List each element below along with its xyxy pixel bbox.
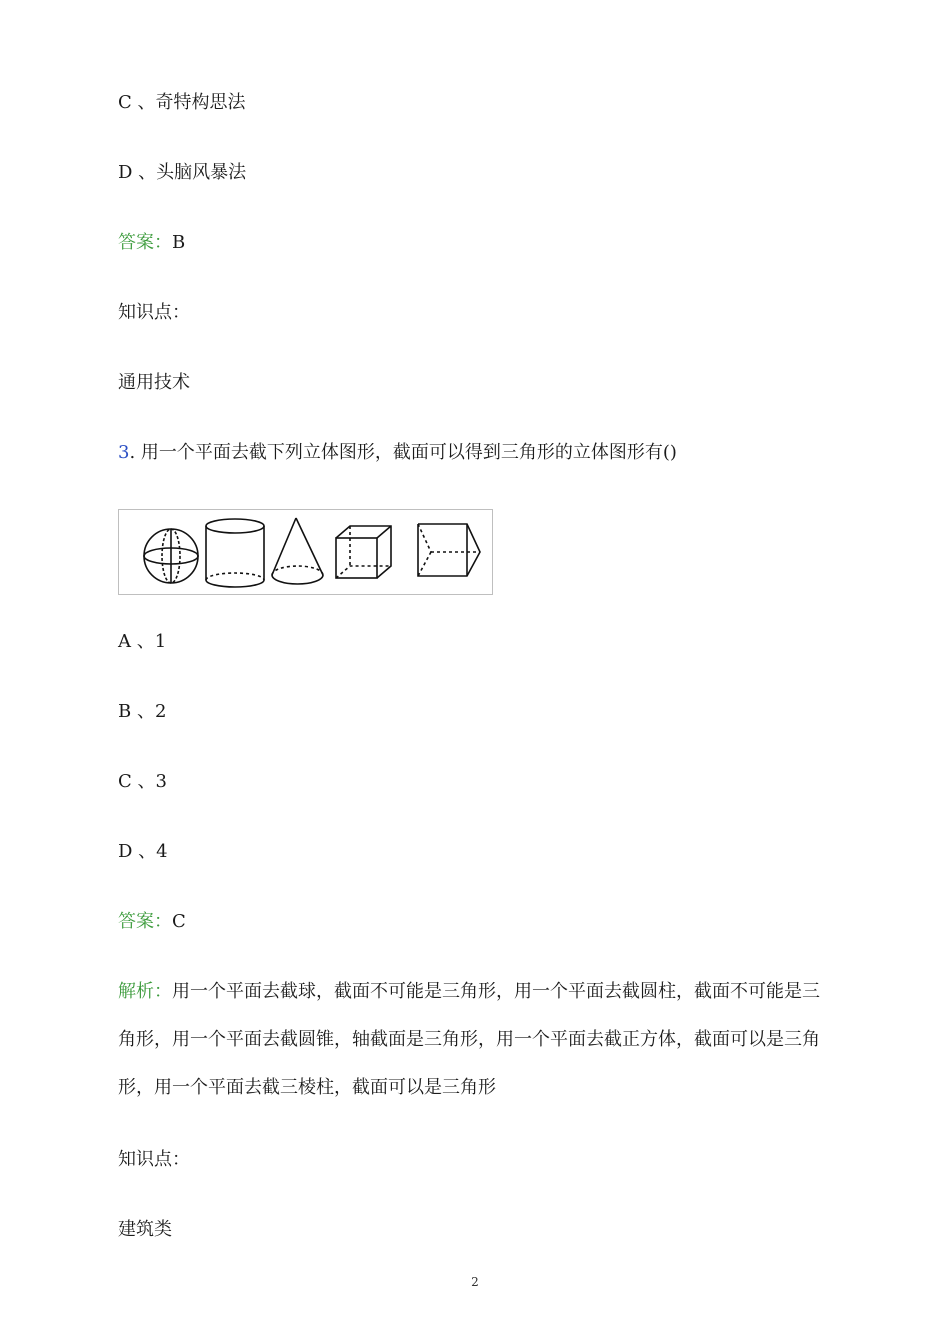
answer-value: B (172, 232, 186, 253)
answer-label: 答案： (118, 911, 172, 932)
question-3-analysis (118, 968, 833, 1112)
cone-shape (272, 518, 323, 584)
prev-knowledge-label: 知识点： (118, 302, 190, 323)
question-text: . 用一个平面去截下列立体图形，截面可以得到三角形的立体图形有() (129, 442, 677, 463)
prev-knowledge-value: 通用技术 (118, 372, 190, 393)
option-b: B 、2 (118, 701, 167, 722)
option-c: C 、3 (118, 771, 167, 792)
solids-figure-svg (119, 510, 494, 596)
option-d: D 、4 (118, 841, 168, 862)
question-3-knowledge-value: 建筑类 (118, 1219, 172, 1240)
cylinder-shape (206, 519, 264, 587)
option-a: A 、1 (118, 631, 167, 652)
question-3-stem (118, 442, 677, 464)
question-3-answer (118, 911, 186, 933)
prev-option-d: D 、头脑风暴法 (118, 162, 247, 183)
question-3-knowledge-label: 知识点： (118, 1149, 190, 1170)
triangular-prism-shape (418, 524, 480, 576)
prev-option-c: C 、奇特构思法 (118, 92, 246, 113)
answer-label: 答案： (118, 232, 172, 253)
sphere-shape (144, 529, 198, 583)
analysis-label: 解析： (118, 981, 172, 1002)
analysis-text: 用一个平面去截球，截面不可能是三角形，用一个平面去截圆柱，截面不可能是三角形，用一个平面去截圆锥，轴截面是三角形，用一个平面去截正方体，截面可以是三角形，用一个平面去截三棱柱，截面可以是三角形 (118, 981, 820, 1098)
page-number: 2 (471, 1275, 479, 1289)
cube-shape (336, 526, 391, 578)
solids-figure (118, 509, 493, 595)
question-number: 3 (118, 442, 130, 463)
answer-value: C (172, 911, 186, 932)
prev-answer (118, 232, 185, 254)
